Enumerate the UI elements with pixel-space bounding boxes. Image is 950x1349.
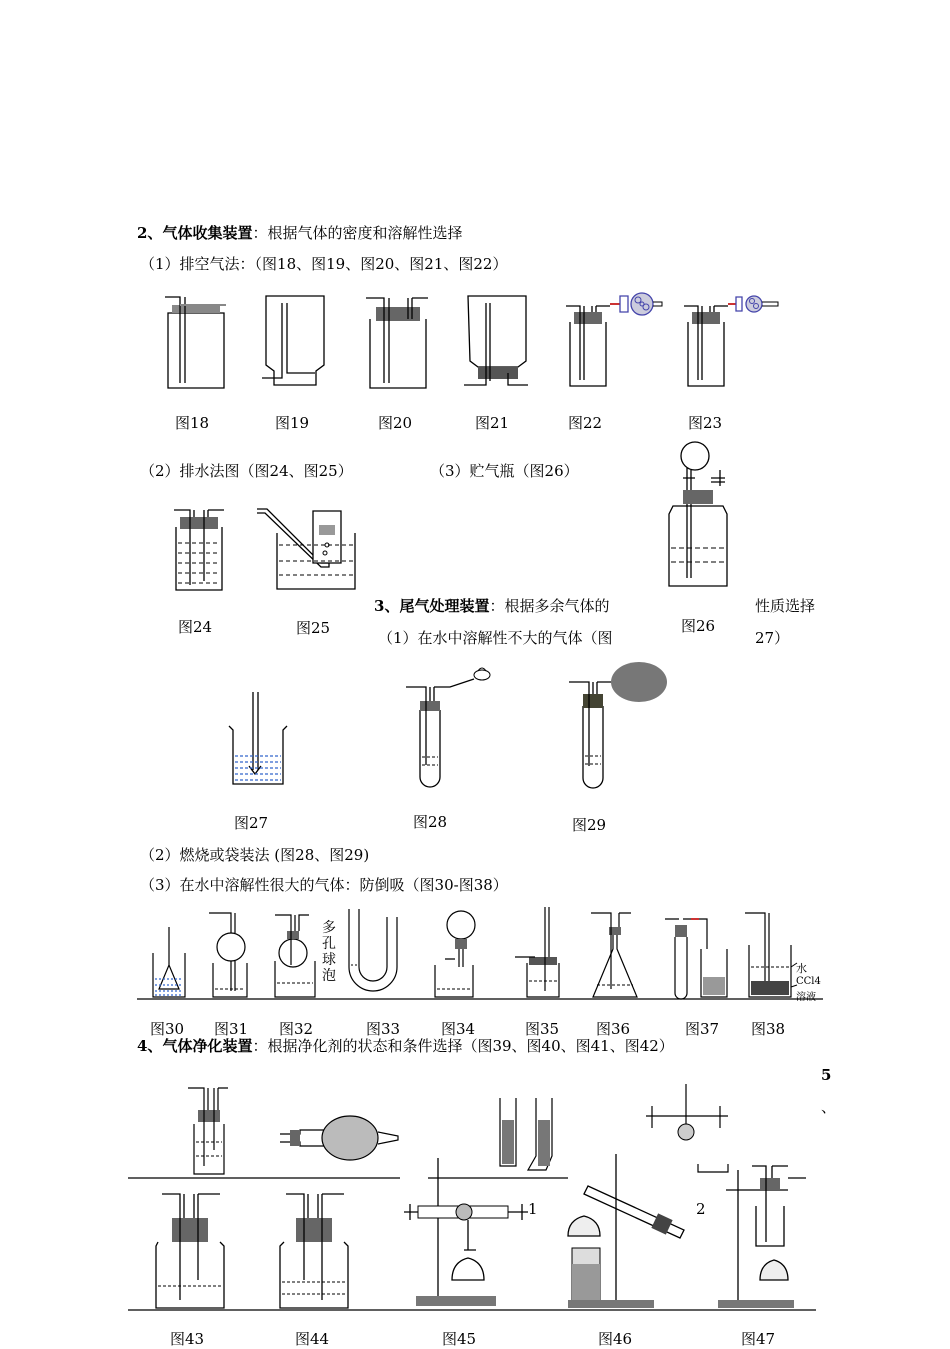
caption-fig21: 图21	[475, 414, 510, 432]
caption-fig24: 图24	[178, 618, 213, 636]
figure-29	[565, 660, 675, 790]
caption-fig35: 图35	[525, 1020, 560, 1038]
caption-fig37: 图37	[685, 1020, 720, 1038]
section2-sub3: （3）贮气瓶（图26）	[430, 462, 579, 480]
caption-fig31: 图31	[214, 1020, 249, 1038]
section4-number: 4、	[137, 1037, 163, 1055]
section3-desc-b: 性质选择	[755, 597, 816, 615]
section3-sub1-b: 27）	[755, 629, 790, 647]
caption-fig28: 图28	[413, 813, 448, 831]
figure-20	[362, 293, 434, 393]
caption-fig27: 图27	[234, 814, 269, 832]
porous-bulb-char-2: 孔	[322, 936, 336, 952]
figure-27	[225, 690, 290, 790]
porous-bulb-char-4: 泡	[322, 968, 336, 984]
caption-fig46: 图46	[598, 1330, 633, 1348]
caption-fig20: 图20	[378, 414, 413, 432]
caption-fig47: 图47	[741, 1330, 776, 1348]
section5-number: 5	[821, 1066, 832, 1084]
section2-title: 气体收集装置	[162, 224, 253, 242]
porous-bulb-char-3: 球	[322, 952, 336, 968]
caption-fig22: 图22	[568, 414, 603, 432]
section4-desc: ：根据净化剂的状态和条件选择（图39、图40、图41、图42）	[252, 1037, 674, 1055]
section2-sub1: （1）排空气法：（图18、图19、图20、图21、图22）	[140, 255, 508, 273]
caption-fig19: 图19	[275, 414, 310, 432]
caption-fig33: 图33	[366, 1020, 401, 1038]
ccl4-label: CCl4	[796, 976, 821, 987]
caption-fig25: 图25	[296, 619, 331, 637]
figure-23	[680, 290, 790, 390]
porous-bulb-char-1: 多	[322, 920, 336, 936]
figure-22	[562, 290, 672, 390]
caption-fig26: 图26	[681, 617, 716, 635]
section4-heading	[137, 1035, 674, 1056]
figure-24	[170, 505, 230, 595]
caption-fig23: 图23	[688, 414, 723, 432]
figures-30-38	[135, 905, 825, 1005]
figure-26	[665, 438, 755, 588]
section2-number: 2、	[137, 224, 163, 242]
caption-fig43: 图43	[170, 1330, 205, 1348]
section2-sub2: （2）排水法图（图24、图25）	[140, 462, 353, 480]
figure-21	[462, 293, 534, 393]
caption-fig30: 图30	[150, 1020, 185, 1038]
section3-number: 3	[374, 597, 385, 615]
section3-heading	[374, 595, 609, 616]
section2-desc: ：根据气体的密度和溶解性选择	[252, 224, 463, 242]
section4-title: 气体净化装置	[162, 1037, 253, 1055]
caption-fig18: 图18	[175, 414, 210, 432]
figure-28	[400, 665, 500, 790]
section3-sub2: （2）燃烧或袋装法 (图28、图29)	[140, 846, 370, 864]
water-label: 水	[796, 962, 807, 975]
section3-sub3: （3）在水中溶解性很大的气体：防倒吸（图30-图38）	[140, 876, 508, 894]
figure-18	[160, 293, 230, 393]
solution-label: 溶液	[796, 992, 816, 1003]
caption-fig45: 图45	[442, 1330, 477, 1348]
label-number-1: 1	[528, 1200, 538, 1218]
caption-fig32: 图32	[279, 1020, 314, 1038]
figure-25	[255, 505, 360, 595]
label-number-2: 2	[696, 1200, 706, 1218]
caption-fig38: 图38	[751, 1020, 786, 1038]
figures-43-47	[128, 1150, 818, 1315]
figure-19	[260, 293, 330, 393]
caption-fig29: 图29	[572, 816, 607, 834]
section5-mark: 、	[821, 1098, 837, 1116]
caption-fig44: 图44	[295, 1330, 330, 1348]
caption-fig36: 图36	[596, 1020, 631, 1038]
section2-heading	[137, 222, 462, 243]
caption-fig34: 图34	[441, 1020, 476, 1038]
section3-desc-a: ：根据多余气体的	[489, 597, 610, 615]
section3-title: 、尾气处理装置	[384, 597, 490, 615]
section3-sub1-a: （1）在水中溶解性不大的气体（图	[378, 629, 613, 647]
porous-bulb-label	[322, 920, 336, 984]
